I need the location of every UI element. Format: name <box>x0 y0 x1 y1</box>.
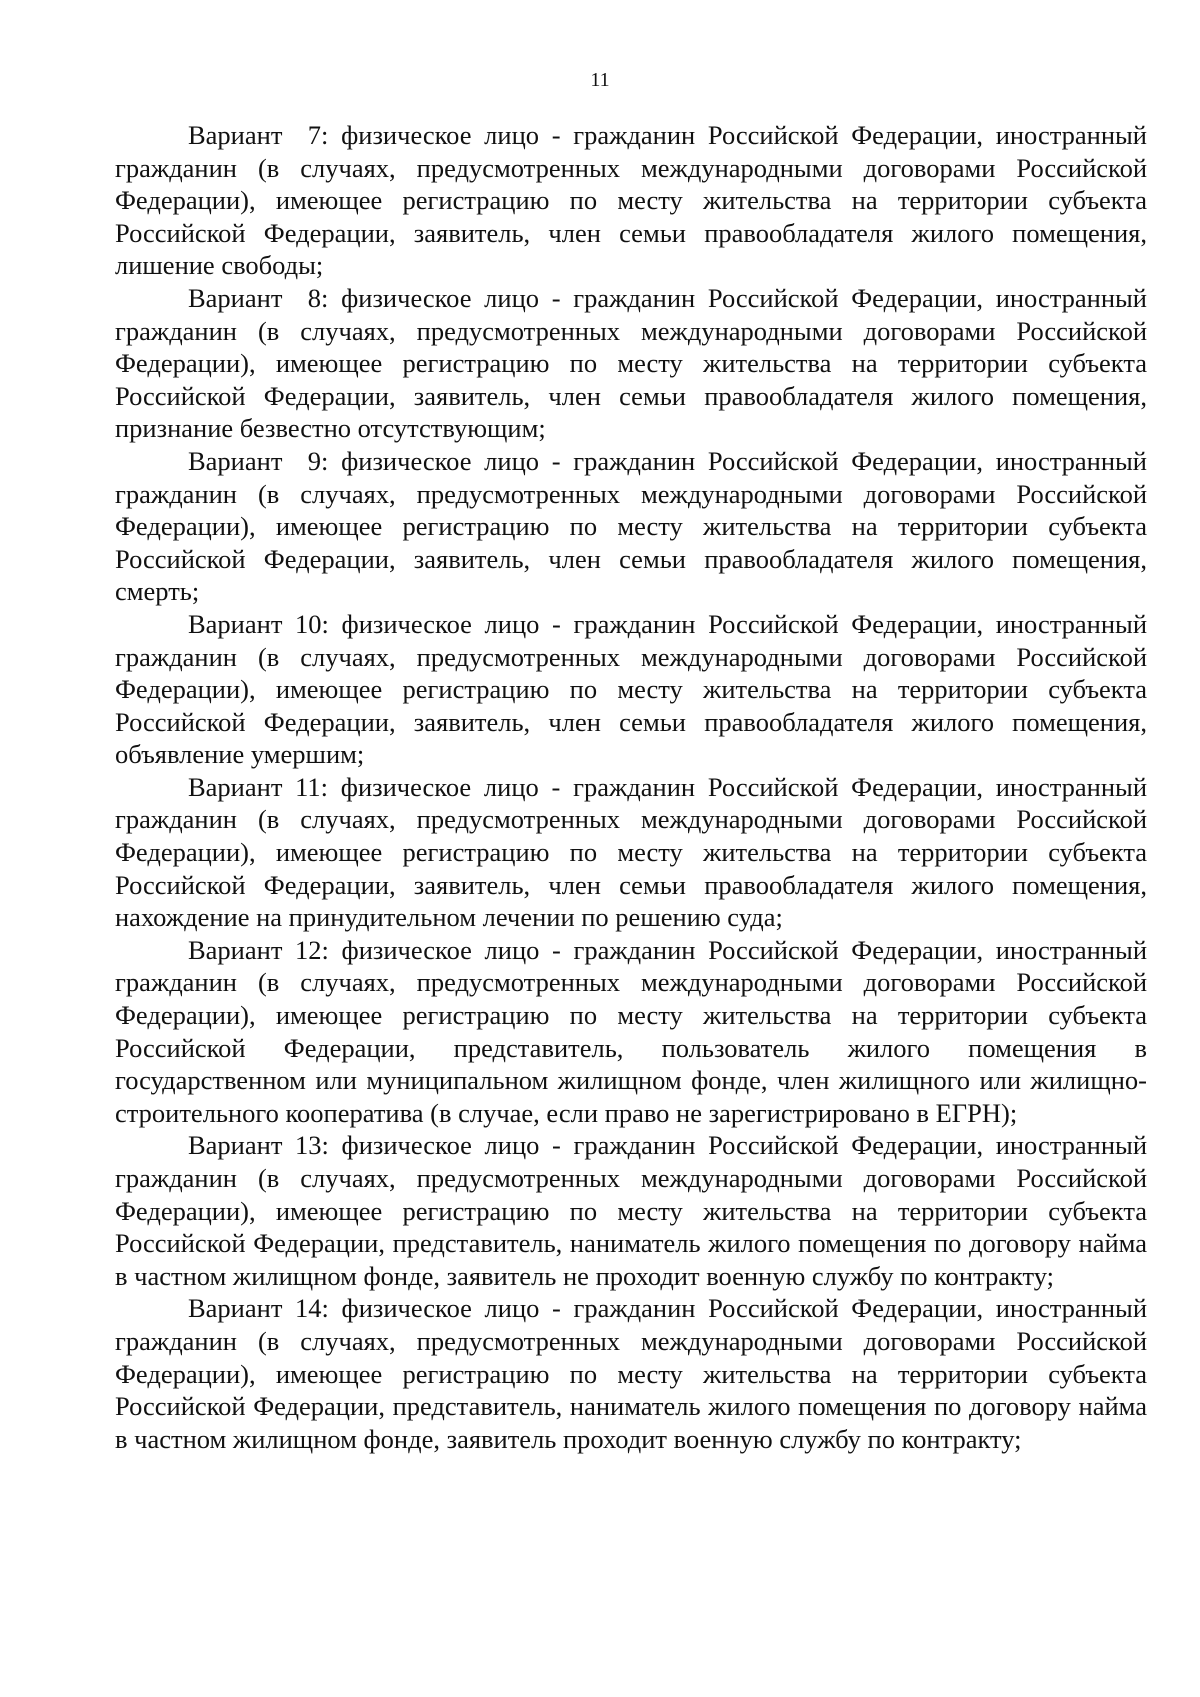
variant-11-text: физическое лицо - гражданин Российской Федерации, иностранный гражданин (в случаях, предусмотренных международными договорами Российской Федерации), имеющее регистрацию по месту жительства на территории субъекта Российской Федерации, заявитель, член семьи правообладателя жилого помещения, нахождение на принудительном лечении по решению суда; <box>115 771 1148 933</box>
variant-10-paragraph <box>115 608 1147 771</box>
variant-8-paragraph <box>115 282 1147 445</box>
variant-11-paragraph <box>115 771 1147 934</box>
variant-8-text: физическое лицо - гражданин Российской Федерации, иностранный гражданин (в случаях, предусмотренных международными договорами Российской Федерации), имеющее регистрацию по месту жительства на территории субъекта Российской Федерации, заявитель, член семьи правообладателя жилого помещения, признание безвестно отсутствующим; <box>115 282 1147 444</box>
variant-7-paragraph <box>115 119 1147 282</box>
page-number: 11 <box>590 69 610 91</box>
variant-9-label: Вариант 9: <box>188 445 329 476</box>
variant-10-label: Вариант 10: <box>188 608 329 639</box>
variant-7-text: физическое лицо - гражданин Российской Федерации, иностранный гражданин (в случаях, предусмотренных международными договорами Российской Федерации), имеющее регистрацию по месту жительства на территории субъекта Российской Федерации, заявитель, член семьи правообладателя жилого помещения, лишение свободы; <box>115 120 1147 281</box>
variant-8-label: Вариант 8: <box>188 282 329 313</box>
variant-13-label: Вариант 13: <box>188 1130 329 1161</box>
variant-7-label: Вариант 7: <box>188 120 329 150</box>
variant-14-paragraph <box>115 1292 1147 1455</box>
variant-13-text: физическое лицо - гражданин Российской Федерации, иностранный гражданин (в случаях, предусмотренных международными договорами Российской Федерации), имеющее регистрацию по месту жительства на территории субъекта Российской Федерации, представитель, наниматель жилого помещения по договору найма в частном жилищном фонде, заявитель не проходит военную службу по контракту; <box>115 1130 1147 1291</box>
variant-13-paragraph <box>115 1129 1147 1292</box>
variant-14-text: физическое лицо - гражданин Российской Федерации, иностранный гражданин (в случаях, предусмотренных международными договорами Российской Федерации), имеющее регистрацию по месту жительства на территории субъекта Российской Федерации, представитель, наниматель жилого помещения по договору найма в частном жилищном фонде, заявитель проходит военную службу по контракту; <box>115 1293 1147 1454</box>
variant-9-text: физическое лицо - гражданин Российской Федерации, иностранный гражданин (в случаях, предусмотренных международными договорами Российской Федерации), имеющее регистрацию по месту жительства на территории субъекта Российской Федерации, заявитель, член семьи правообладателя жилого помещения, смерть; <box>115 445 1147 607</box>
variant-9-paragraph <box>115 445 1147 608</box>
document-body <box>115 119 1147 1455</box>
variant-12-text: физическое лицо - гражданин Российской Федерации, иностранный гражданин (в случаях, предусмотренных международными договорами Российской Федерации), имеющее регистрацию по месту жительства на территории субъекта Российской Федерации, представитель, пользователь жилого помещения в государственном или муниципальном жилищном фонде, член жилищного или жилищно-строительного кооператива (в случае, если право не зарегистрировано в ЕГРН); <box>115 934 1147 1128</box>
variant-10-text: физическое лицо - гражданин Российской Федерации, иностранный гражданин (в случаях, предусмотренных международными договорами Российской Федерации), имеющее регистрацию по месту жительства на территории субъекта Российской Федерации, заявитель, член семьи правообладателя жилого помещения, объявление умершим; <box>115 608 1147 770</box>
variant-12-paragraph <box>115 934 1147 1130</box>
variant-12-label: Вариант 12: <box>188 934 329 965</box>
variant-11-label: Вариант 11: <box>188 771 329 802</box>
variant-14-label: Вариант 14: <box>188 1293 329 1324</box>
